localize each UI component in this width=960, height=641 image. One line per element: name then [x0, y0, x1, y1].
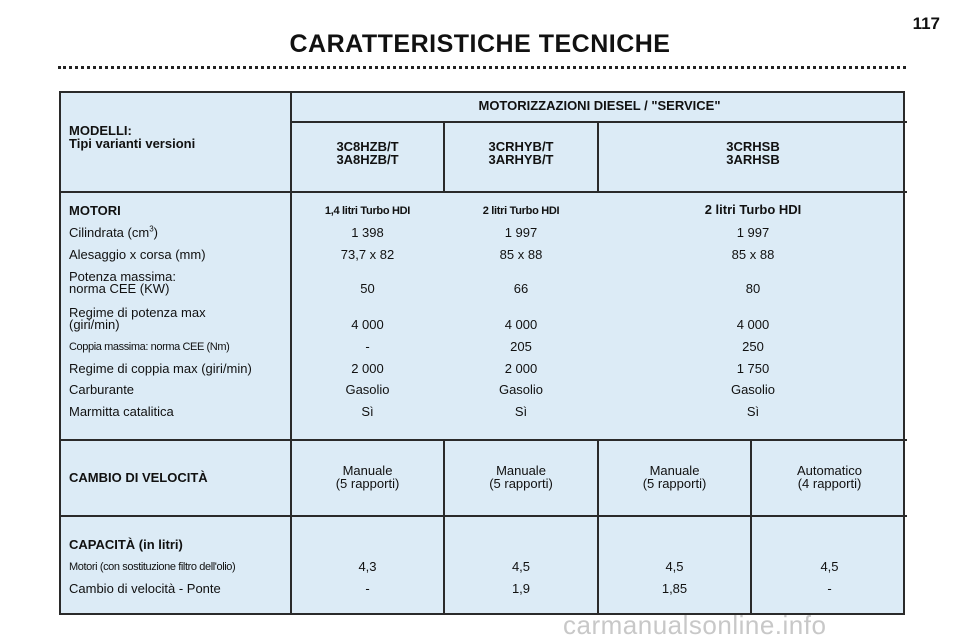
table-cell: 2 000 — [351, 361, 384, 376]
table-cell: 205 — [510, 339, 532, 354]
table-cell: 1 750 — [736, 361, 770, 376]
engines-section-label: MOTORI — [69, 203, 121, 218]
variant-code: 3CRHSB — [726, 139, 780, 154]
gearbox-cell: (5 rapporti) — [335, 476, 400, 491]
table-cell: 66 — [513, 281, 529, 296]
row-label-max-power: norma CEE (KW) — [69, 281, 170, 296]
table-cell: 1,9 — [511, 581, 531, 596]
variant-code: 3ARHYB/T — [488, 152, 554, 167]
gearbox-cell: (5 rapporti) — [642, 476, 707, 491]
capacity-label: CAPACITÀ (in litri) — [69, 537, 183, 552]
engine-name: 1,4 litri Turbo HDI — [324, 205, 411, 217]
gearbox-cell: Manuale — [496, 463, 546, 478]
dotted-divider — [58, 66, 906, 69]
table-cell: - — [365, 339, 370, 354]
gearbox-label: CAMBIO DI VELOCITÀ — [69, 470, 208, 485]
variant-code: 3A8HZB/T — [336, 152, 399, 167]
table-cell: 2 000 — [504, 361, 538, 376]
table-cell: Sì — [514, 404, 528, 419]
table-cell: 1 398 — [351, 225, 384, 240]
table-cell: Sì — [746, 404, 760, 419]
row-label-fuel: Carburante — [69, 382, 135, 397]
gearbox-cell: Manuale — [342, 463, 393, 478]
table-cell: 85 x 88 — [731, 247, 775, 262]
row-label-power-rpm: Regime di potenza max — [69, 305, 206, 320]
engine-name: 2 litri Turbo HDI — [704, 202, 802, 217]
page-title: CARATTERISTICHE TECNICHE — [289, 30, 671, 58]
models-label: MODELLI: — [69, 123, 132, 138]
page-number: 117 — [912, 14, 940, 33]
table-cell: 80 — [745, 281, 761, 296]
table-cell: 4,5 — [665, 559, 684, 574]
table-cell: 4 000 — [504, 317, 538, 332]
table-cell: 1 997 — [736, 225, 770, 240]
row-label-catalytic: Marmitta catalitica — [69, 404, 174, 419]
table-cell: Gasolio — [498, 382, 544, 397]
row-label-max-power: Potenza massima: — [69, 269, 176, 284]
table-cell: 250 — [742, 339, 764, 354]
variants-label: Tipi varianti versioni — [69, 136, 196, 151]
table-cell: 4,5 — [820, 559, 839, 574]
table-cell: 1 997 — [504, 225, 538, 240]
row-divider — [61, 439, 907, 441]
table-cell: 4 000 — [736, 317, 770, 332]
watermark: carmanualsonline.info — [563, 610, 827, 640]
row-divider — [61, 191, 907, 193]
table-cell: - — [827, 581, 832, 596]
table-cell: 50 — [360, 281, 375, 296]
row-label-power-rpm: (giri/min) — [69, 317, 120, 332]
table-cell: Gasolio — [345, 382, 390, 397]
table-cell: Gasolio — [730, 382, 776, 397]
engine-name: 2 litri Turbo HDI — [482, 205, 560, 217]
row-label-max-torque: Coppia massima: norma CEE (Nm) — [69, 341, 230, 353]
table-cell: 4,5 — [511, 559, 531, 574]
row-label-bore-stroke: Alesaggio x corsa (mm) — [69, 247, 206, 262]
row-divider — [61, 515, 907, 517]
gearbox-cell: Manuale — [649, 463, 700, 478]
table-cell: 73,7 x 82 — [340, 247, 395, 262]
row-label-displacement: Cilindrata $(cm^3)$ — [69, 224, 158, 240]
variant-code: 3ARHSB — [726, 152, 780, 167]
table-cell: 1,85 — [661, 581, 688, 596]
row-label-gearbox-axle: Cambio di velocità - Ponte — [69, 581, 221, 596]
row-label-engine-oil: Motori (con sostituzione filtro dell'olio) — [69, 561, 236, 573]
engines-header: MOTORIZZAZIONI DIESEL / "SERVICE" — [478, 98, 721, 113]
row-label-torque-rpm: Regime di coppia max (giri/min) — [69, 361, 252, 376]
spec-table — [59, 91, 905, 615]
table-cell: Sì — [361, 404, 374, 419]
table-cell: 4,3 — [358, 559, 377, 574]
gearbox-cell: (4 rapporti) — [797, 476, 862, 491]
table-cell: 85 x 88 — [499, 247, 543, 262]
variant-code: 3C8HZB/T — [336, 139, 399, 154]
table-cell: - — [365, 581, 370, 596]
table-cell: 4 000 — [351, 317, 384, 332]
gearbox-cell: (5 rapporti) — [489, 476, 553, 491]
variant-code: 3CRHYB/T — [488, 139, 554, 154]
gearbox-cell: Automatico — [796, 463, 863, 478]
